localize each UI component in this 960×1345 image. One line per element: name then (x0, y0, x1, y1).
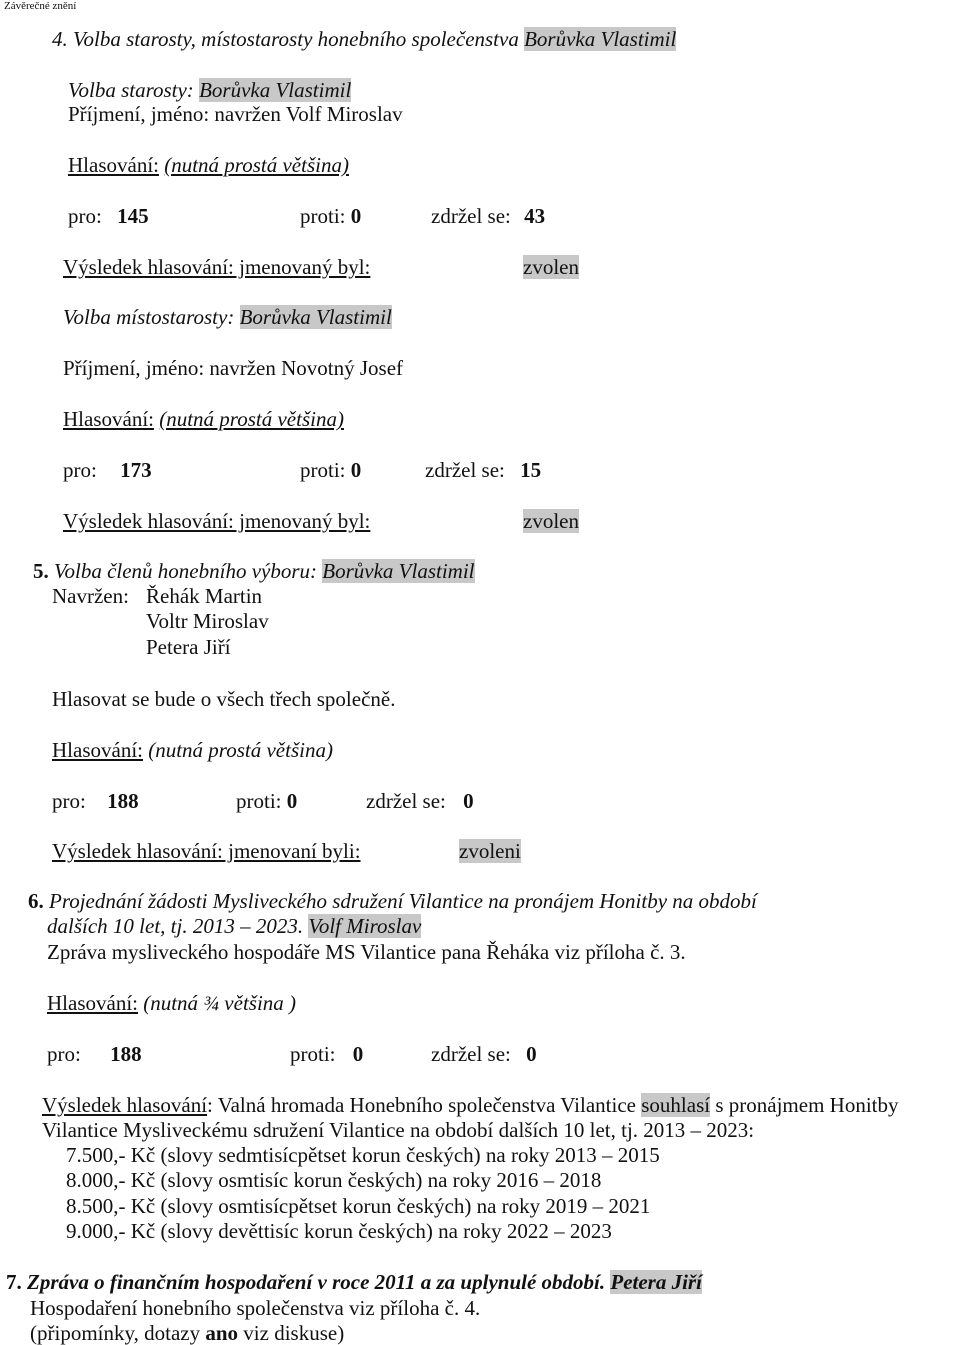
mistostarosta-nominee (63, 356, 403, 380)
proti-label: proti: (236, 789, 282, 813)
proti-label: proti: (290, 1042, 336, 1066)
starosta-vote-counts (68, 204, 149, 228)
nominee-name: navržen Novotný Josef (209, 356, 404, 380)
section-number: 4. (52, 27, 68, 51)
vote-label: Hlasování: (47, 991, 138, 1015)
mistostarosta-result: zvolen (523, 509, 579, 533)
zdrzel-label: zdržel se: (431, 1042, 511, 1066)
vote-label: Hlasování: (63, 407, 154, 431)
vote-rule: (nutná prostá většina) (164, 153, 349, 177)
zdrzel-count: 15 (520, 458, 542, 482)
starosta-proti (300, 204, 361, 228)
nominee-3: Petera Jiří (146, 635, 231, 659)
mistostarosta-zdrzel (425, 458, 541, 482)
s5-zdrzel (366, 789, 474, 813)
proti-count: 0 (350, 458, 362, 482)
section-title-cont: dalších 10 let, tj. 2013 – 2023. (47, 914, 304, 938)
pro-count: 188 (107, 789, 139, 813)
mistostarosta-vote-counts (63, 458, 152, 482)
starosta-election-label (68, 78, 351, 102)
section-title: Zpráva o finančním hospodaření v roce 2011 a za uplynulé období. (27, 1270, 606, 1294)
section-7-heading (6, 1270, 702, 1294)
s5-proti (236, 789, 297, 813)
pro-label: pro: (63, 458, 97, 482)
running-header: Závěrečné znění (4, 0, 77, 12)
section-4-heading (52, 27, 676, 51)
proti-count: 0 (350, 204, 362, 228)
vote-label: Hlasování: (52, 738, 143, 762)
label: Příjmení, jméno: (68, 102, 210, 126)
label: Volba starosty: (68, 78, 194, 102)
s6-result-line2: Vilantice Mysliveckému sdružení Vilantice na období dalších 10 let, tj. 2013 – 2023: (42, 1118, 755, 1142)
section-number: 7. (6, 1270, 22, 1294)
nominee-1: Řehák Martin (146, 584, 263, 608)
pro-count: 173 (120, 458, 152, 482)
responsible-person: Borůvka Vlastimil (322, 559, 475, 583)
result-text: Valná hromada Honebního společenstva Vilantice (212, 1093, 642, 1117)
price-row-3: 8.500,- Kč (slovy osmtisícpětset korun českých) na roky 2019 – 2021 (66, 1194, 651, 1218)
mistostarosta-election-label (63, 305, 392, 329)
zdrzel-count: 0 (526, 1042, 537, 1066)
section-5-heading (33, 559, 475, 583)
section-6-heading-line1 (28, 889, 757, 913)
starosta-zdrzel (431, 204, 545, 228)
nominated-label: Navržen: (52, 584, 129, 608)
finance-report: Hospodaření honebního společenstva viz příloha č. 4. (30, 1296, 481, 1320)
mistostarosta-proti (300, 458, 361, 482)
label: Volba místostarosty: (63, 305, 235, 329)
vote-rule: (nutná prostá většina) (148, 738, 333, 762)
responsible-person: Volf Miroslav (308, 914, 422, 938)
comments-text: (připomínky, dotazy (30, 1321, 206, 1345)
s6-vote-counts (47, 1042, 142, 1066)
comments-answer: ano (205, 1321, 239, 1345)
section-number: 5. (33, 559, 49, 583)
zdrzel-count: 0 (463, 789, 474, 813)
price-row-4: 9.000,- Kč (slovy devěttisíc korun českých) na roky 2022 – 2023 (66, 1219, 612, 1243)
comments-line (30, 1321, 344, 1345)
s6-proti (290, 1042, 363, 1066)
starosta-nominee (68, 102, 403, 126)
nominee-name: navržen Volf Miroslav (214, 102, 403, 126)
s5-vote-rule (52, 738, 333, 762)
result-decision: souhlasí (641, 1093, 711, 1117)
zdrzel-count: 43 (524, 204, 546, 228)
price-row-1: 7.500,- Kč (slovy sedmtisícpětset korun českých) na roky 2013 – 2015 (66, 1143, 660, 1167)
nominee-2: Voltr Miroslav (146, 609, 269, 633)
pro-label: pro: (68, 204, 102, 228)
proti-count: 0 (286, 789, 298, 813)
price-row-2: 8.000,- Kč (slovy osmtisíc korun českých) na roky 2016 – 2018 (66, 1168, 602, 1192)
result-text-cont: s pronájmem Honitby (710, 1093, 899, 1117)
vote-rule: (nutná prostá většina) (159, 407, 344, 431)
s5-result-label: Výsledek hlasování: jmenovaní byli: (52, 839, 361, 863)
proti-label: proti: (300, 204, 346, 228)
starosta-result: zvolen (523, 255, 579, 279)
result-colon: : (207, 1093, 213, 1117)
zdrzel-label: zdržel se: (431, 204, 511, 228)
s6-result-line1 (42, 1093, 899, 1117)
section-title: Volba starosty, místostarosty honebního společenstva (73, 27, 519, 51)
proti-count: 0 (352, 1042, 364, 1066)
s5-result: zvoleni (459, 839, 521, 863)
vote-label: Hlasování: (68, 153, 159, 177)
responsible-person: Borůvka Vlastimil (524, 27, 677, 51)
pro-count: 145 (117, 204, 149, 228)
s6-zdrzel (431, 1042, 537, 1066)
starosta-result-label: Výsledek hlasování: jmenovaný byl: (63, 255, 371, 279)
pro-label: pro: (47, 1042, 81, 1066)
comments-text-cont: viz diskuse) (238, 1321, 345, 1345)
starosta-vote-rule (68, 153, 349, 177)
pro-count: 188 (110, 1042, 142, 1066)
section-number: 6. (28, 889, 44, 913)
responsible-person: Borůvka Vlastimil (239, 305, 392, 329)
mistostarosta-vote-rule (63, 407, 344, 431)
zdrzel-label: zdržel se: (425, 458, 505, 482)
joint-vote-note: Hlasovat se bude o všech třech společně. (52, 687, 396, 711)
responsible-person: Borůvka Vlastimil (199, 78, 352, 102)
section-title: Volba členů honebního výboru: (54, 559, 318, 583)
mistostarosta-result-label: Výsledek hlasování: jmenovaný byl: (63, 509, 371, 533)
vote-rule: (nutná ¾ většina ) (143, 991, 297, 1015)
pro-label: pro: (52, 789, 86, 813)
section-title: Projednání žádosti Mysliveckého sdružení Vilantice na pronájem Honitby na období (49, 889, 757, 913)
proti-label: proti: (300, 458, 346, 482)
s5-vote-counts (52, 789, 139, 813)
result-label: Výsledek hlasování (42, 1093, 208, 1117)
label: Příjmení, jméno: (63, 356, 205, 380)
s6-vote-rule (47, 991, 296, 1015)
hunting-report: Zpráva mysliveckého hospodáře MS Vilantice pana Řeháka viz příloha č. 3. (47, 940, 686, 964)
zdrzel-label: zdržel se: (366, 789, 446, 813)
responsible-person: Petera Jiří (610, 1270, 702, 1294)
section-6-heading-line2 (47, 914, 421, 938)
